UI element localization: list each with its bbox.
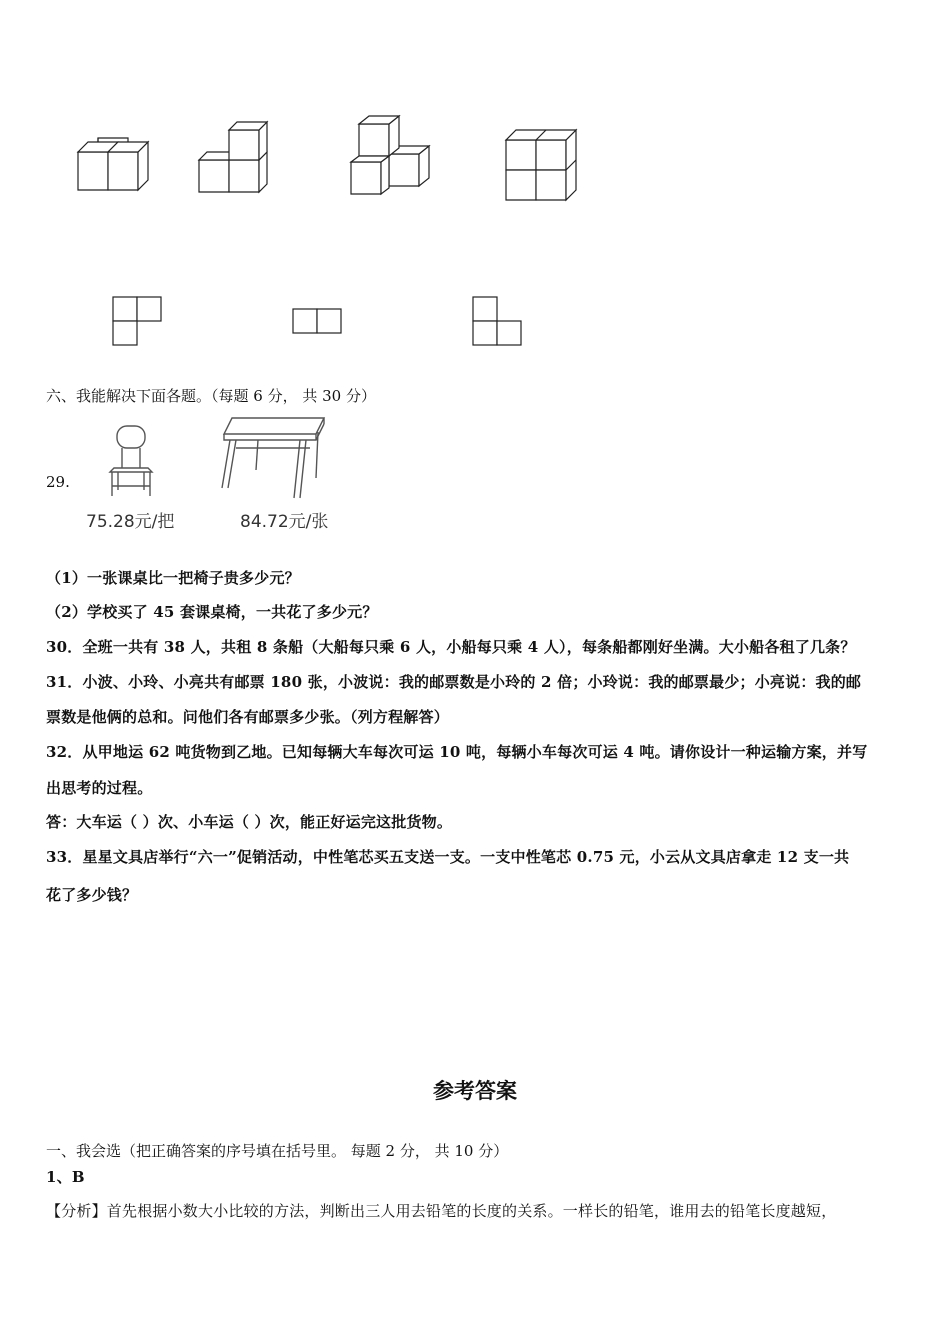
desk-price: 84.72元/张 [240, 512, 329, 532]
question-33-line1: 33．星星文具店举行“六一”促销活动，中性笔芯买五支送一支。一支中性笔芯 0.75 元，小云从文具店拿走 12 支一共 [46, 848, 850, 866]
answer-item-1: 1、B [46, 1168, 85, 1186]
block-shape-c [349, 114, 435, 198]
question-32-line1: 32．从甲地运 62 吨货物到乙地。已知每辆大车每次可运 10 吨，每辆小车每次可运 4 吨。请你设计一种运输方案，并写 [46, 743, 868, 761]
answers-title: 参考答案 [433, 1078, 517, 1103]
section-six-title: 六、我能解决下面各题。（每题 6 分， 共 30 分） [46, 387, 376, 405]
block-shape-d [504, 128, 580, 204]
chair-illustration [106, 424, 156, 498]
block-shape-a [76, 138, 152, 192]
question-33-line2: 花了多少钱？ [46, 886, 138, 904]
block-shape-b [197, 122, 272, 194]
answer-analysis: 【分析】首先根据小数大小比较的方法，判断出三人用去铅笔的长度的关系。一样长的铅笔，谁用去的铅笔长度越短， [46, 1202, 837, 1220]
chair-price: 75.28元/把 [86, 512, 175, 532]
question-32-line2: 出思考的过程。 [46, 779, 153, 797]
question-29-number: 29. [46, 473, 70, 491]
question-29-sub1: （1）一张课桌比一把椅子贵多少元？ [46, 569, 300, 587]
view-shape-b [292, 308, 344, 336]
question-31-line2: 票数是他俩的总和。问他们各有邮票多少张。（列方程解答） [46, 708, 449, 726]
question-30: 30．全班一共有 38 人，共租 8 条船（大船每只乘 6 人，小船每只乘 4 人），每条船都刚好坐满。大小船各租了几条？ [46, 638, 856, 656]
answers-section1-title: 一、我会选（把正确答案的序号填在括号里。 每题 2 分， 共 10 分） [46, 1142, 509, 1160]
question-31-line1: 31．小波、小玲、小亮共有邮票 180 张，小波说：我的邮票数是小玲的 2 倍；小玲说：我的邮票最少；小亮说：我的邮 [46, 673, 862, 691]
view-shape-a [112, 296, 164, 348]
view-shape-c [472, 296, 524, 348]
question-29-sub2: （2）学校买了 45 套课桌椅，一共花了多少元？ [46, 603, 378, 621]
question-32-answer: 答：大车运（ ）次、小车运（ ）次，能正好运完这批货物。 [46, 813, 453, 831]
desk-illustration [220, 414, 328, 500]
